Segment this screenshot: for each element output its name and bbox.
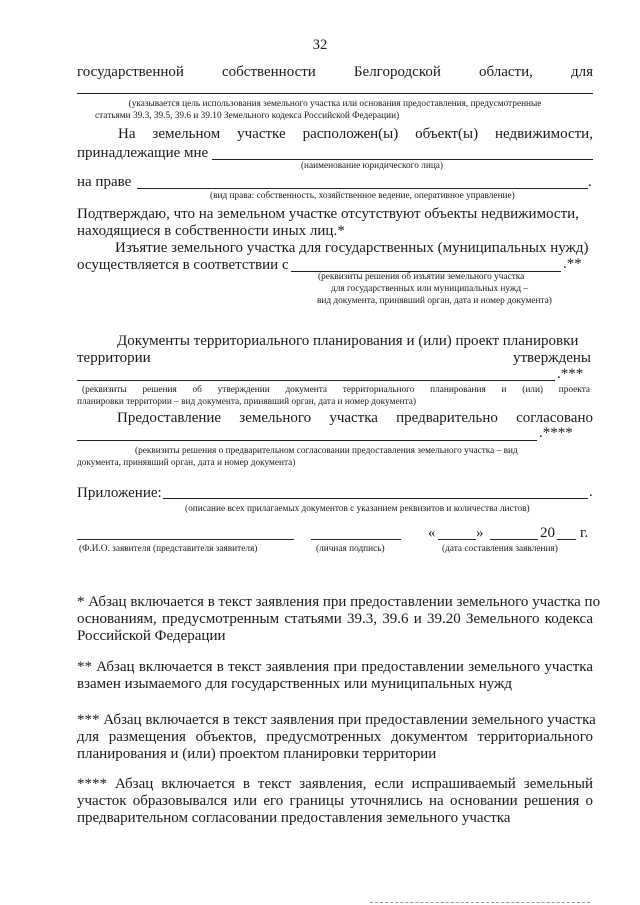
applicant-name-field-line[interactable]: [77, 539, 294, 540]
word: согласовано: [516, 410, 593, 426]
label-applicant-name: (Ф.И.О. заявителя (представителя заявителя): [79, 544, 258, 554]
date-year-suffix: г.: [580, 525, 589, 541]
footnote-1-line-1: * Абзац включается в текст заявления при предоставлении земельного участка по: [77, 594, 601, 610]
objects-line: [118, 126, 593, 143]
planning-end: .***: [557, 366, 584, 382]
note-word: (или): [522, 385, 544, 395]
seizure-label: осуществляется в соответствии с: [77, 257, 289, 273]
word: для: [570, 64, 593, 80]
word: На: [118, 126, 136, 142]
legal-entity-note: (наименование юридического лица): [300, 161, 444, 171]
seizure-note-3: вид документа, принявший орган, дата и номер документа): [317, 296, 552, 306]
preliminary-end: .****: [539, 425, 573, 441]
confirm-line-1: Подтверждаю, что на земельном участке отсутствуют объекты недвижимости,: [77, 206, 579, 222]
word: объект(ы): [415, 126, 479, 142]
seizure-end: .**: [563, 256, 582, 272]
planning-note-2: планировки территории – вид документа, принявший орган, дата и номер документа): [77, 397, 416, 407]
footnote-4-line-2: участок образовывался или его границы уточнялись на основании решения о: [77, 793, 593, 809]
note-word: решения: [142, 385, 177, 395]
word: собственности: [222, 64, 316, 80]
word: области,: [478, 64, 533, 80]
right-note: (вид права: собственность, хозяйственное ведение, оперативное управление): [210, 191, 515, 201]
right-field-line[interactable]: [137, 188, 588, 189]
purpose-note-1: (указывается цель использования земельного участка или основания предоставления, предусмотренные: [128, 99, 542, 109]
date-open-quote: «: [428, 525, 436, 541]
note-word: проекта: [558, 385, 590, 395]
word: земельном: [152, 126, 221, 142]
scan-edge-mark: [370, 902, 590, 903]
footnote-3-line-2: для размещения объектов, предусмотренных документом территориального: [77, 729, 593, 745]
label-personal-signature: (личная подпись): [316, 544, 385, 554]
footnote-4-line-1: **** Абзац включается в текст заявления, если испрашиваемый земельный: [77, 776, 593, 792]
right-period: .: [588, 174, 592, 190]
footnote-2-line-1: ** Абзац включается в текст заявления при предоставлении земельного участка: [77, 659, 593, 675]
planning-field-line[interactable]: [77, 380, 555, 381]
word: предварительно: [396, 410, 498, 426]
footnote-2-line-2: взамен изымаемого для государственных или муниципальных нужд: [77, 676, 513, 692]
note-word: документа: [285, 385, 328, 395]
footnote-1-line-3: Российской Федерации: [77, 628, 226, 644]
attachment-field-line[interactable]: [163, 498, 588, 499]
word: участка: [329, 410, 378, 426]
date-year-prefix: 20: [540, 525, 555, 541]
note-word: (реквизиты: [82, 385, 127, 395]
planning-territory: территории: [77, 350, 151, 366]
word: участке: [237, 126, 286, 142]
word: недвижимости,: [494, 126, 593, 142]
planning-note-1: [82, 384, 590, 396]
footnote-3-line-3: планирования и (или) проектом планировки территории: [77, 746, 437, 762]
note-word: об: [192, 385, 202, 395]
note-word: планирования: [430, 385, 486, 395]
signature-field-line[interactable]: [311, 539, 401, 540]
preliminary-note-1: (реквизиты решения о предварительном согласовании предоставления земельного участка – вид: [135, 446, 518, 456]
purpose-line: [77, 64, 593, 81]
note-word: территориального: [342, 385, 415, 395]
seizure-note-2: для государственных или муниципальных нужд –: [331, 284, 529, 294]
date-month-field-line[interactable]: [490, 539, 538, 540]
word: государственной: [77, 64, 184, 80]
word: расположен(ы): [302, 126, 399, 142]
seizure-note-1: (реквизиты решения об изъятии земельного участка: [318, 272, 525, 282]
attachment-end: .: [589, 484, 593, 500]
attachment-label: Приложение:: [77, 485, 162, 501]
word: земельного: [239, 410, 312, 426]
preliminary-line: [117, 410, 593, 427]
purpose-note-2: статьями 39.3, 39.5, 39.6 и 39.10 Земельного кодекса Российской Федерации): [95, 111, 400, 121]
preliminary-note-2: документа, принявший орган, дата и номер документа): [77, 458, 296, 468]
seizure-line-1: Изъятие земельного участка для государственных (муниципальных нужд): [115, 240, 589, 256]
right-label: на праве: [77, 174, 132, 190]
note-word: утверждении: [217, 385, 270, 395]
word: Предоставление: [117, 410, 222, 426]
label-date: (дата составления заявления): [442, 544, 558, 554]
word: Белгородской: [353, 64, 441, 80]
note-word: и: [501, 385, 507, 395]
footnote-4-line-3: предварительном согласовании предоставления земельного участка: [77, 810, 511, 826]
date-year-field-line[interactable]: [557, 539, 576, 540]
date-close-quote: »: [476, 525, 484, 541]
purpose-field-line[interactable]: [77, 93, 593, 94]
owner-label: принадлежащие мне: [77, 145, 209, 161]
page-number: 32: [312, 37, 328, 53]
planning-approved: утверждены: [513, 350, 591, 366]
preliminary-field-line[interactable]: [77, 440, 537, 441]
footnote-1-line-2: основаниям, предусмотренным статьями 39.3, 39.6 и 39.20 Земельного кодекса: [77, 611, 593, 627]
confirm-line-2: находящиеся в собственности иных лиц.*: [77, 223, 345, 239]
attachment-note: (описание всех прилагаемых документов с указанием реквизитов и количества листов): [185, 504, 530, 514]
date-day-field-line[interactable]: [438, 539, 476, 540]
footnote-3-line-1: *** Абзац включается в текст заявления при предоставлении земельного участка: [77, 712, 596, 728]
planning-line-1: Документы территориального планирования и (или) проект планировки: [117, 333, 579, 349]
